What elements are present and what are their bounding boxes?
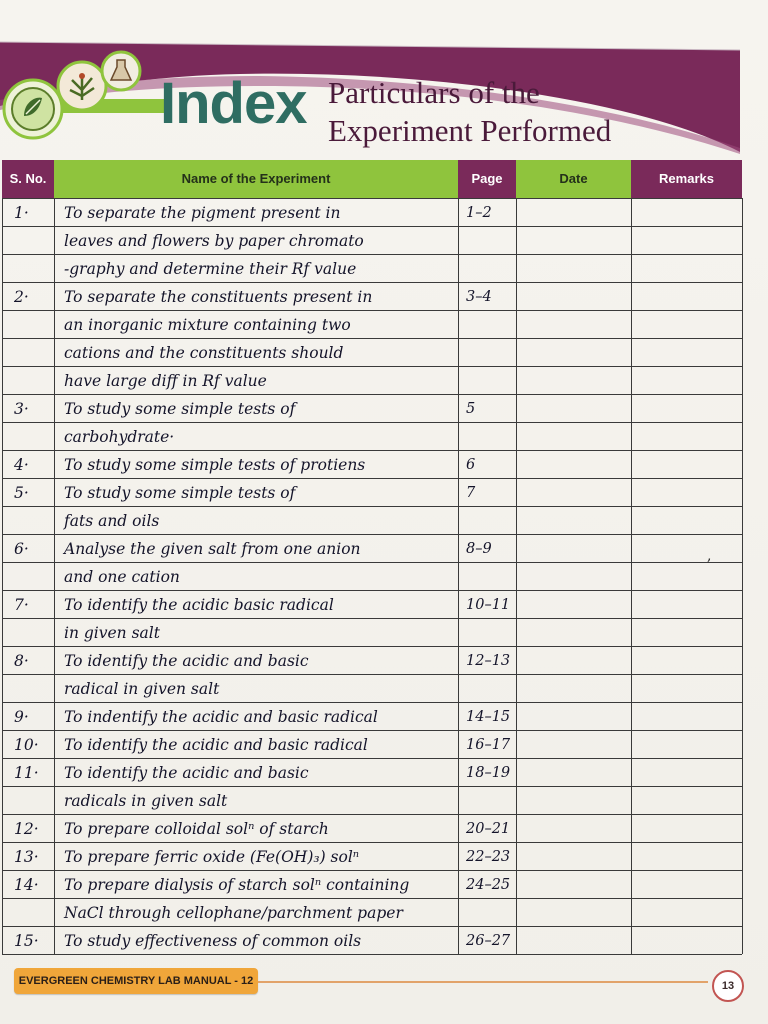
row-remarks-cell <box>631 674 742 702</box>
row-date-cell <box>516 422 631 450</box>
row-experiment-name: radical in given salt <box>64 680 220 698</box>
row-serial-number <box>14 674 54 702</box>
row-remarks-cell <box>631 254 742 282</box>
row-remarks-cell <box>631 730 742 758</box>
row-experiment-name: To identify the acidic and basic <box>64 652 309 670</box>
row-page-range: 6 <box>466 457 476 473</box>
row-serial-number <box>14 618 54 646</box>
row-experiment-name: Analyse the given salt from one anion <box>64 540 361 558</box>
table-row <box>2 618 742 646</box>
row-page-range <box>466 674 516 702</box>
row-serial-number <box>14 254 54 282</box>
row-remarks-cell <box>631 926 742 954</box>
row-date-cell <box>516 926 631 954</box>
row-serial-number: 14· <box>14 876 39 894</box>
row-serial-number: 2· <box>14 288 29 306</box>
row-date-cell <box>516 842 631 870</box>
row-remarks-cell <box>631 618 742 646</box>
row-date-cell <box>516 898 631 926</box>
row-remarks-cell <box>631 338 742 366</box>
table-row <box>2 394 742 422</box>
table-row <box>2 870 742 898</box>
row-remarks-cell <box>631 590 742 618</box>
row-experiment-name: fats and oils <box>64 512 160 530</box>
row-serial-number: 1· <box>14 204 29 222</box>
row-page-range <box>466 786 516 814</box>
row-page-range: 24–25 <box>466 877 511 893</box>
footer-rule <box>258 981 708 983</box>
margin-mark: , <box>707 548 712 564</box>
leaf-emblem-icon <box>2 78 64 140</box>
row-remarks-cell <box>631 366 742 394</box>
table-row <box>2 814 742 842</box>
row-experiment-name: NaCl through cellophane/parchment paper <box>64 904 403 922</box>
row-date-cell <box>516 646 631 674</box>
row-experiment-name: To study some simple tests of <box>64 484 296 502</box>
row-page-range: 12–13 <box>466 653 511 669</box>
row-remarks-cell <box>631 282 742 310</box>
row-serial-number: 11· <box>14 764 39 782</box>
row-remarks-cell <box>631 450 742 478</box>
subtitle-line-1: Particulars of the <box>328 75 540 110</box>
row-remarks-cell <box>631 646 742 674</box>
table-row <box>2 506 742 534</box>
table-row <box>2 842 742 870</box>
table-row <box>2 646 742 674</box>
row-page-range: 14–15 <box>466 709 511 725</box>
row-remarks-cell <box>631 534 742 562</box>
row-remarks-cell <box>631 702 742 730</box>
row-page-range <box>466 254 516 282</box>
table-row <box>2 366 742 394</box>
row-page-range: 3–4 <box>466 289 492 305</box>
row-date-cell <box>516 562 631 590</box>
row-experiment-name: radicals in given salt <box>64 792 228 810</box>
row-date-cell <box>516 870 631 898</box>
row-remarks-cell <box>631 226 742 254</box>
table-row <box>2 758 742 786</box>
row-serial-number <box>14 506 54 534</box>
col-header-date: Date <box>516 160 631 198</box>
row-date-cell <box>516 226 631 254</box>
row-serial-number <box>14 310 54 338</box>
row-serial-number: 15· <box>14 932 39 950</box>
row-date-cell <box>516 674 631 702</box>
row-page-range: 20–21 <box>466 821 511 837</box>
row-remarks-cell <box>631 506 742 534</box>
row-experiment-name: To study some simple tests of <box>64 400 296 418</box>
row-page-range: 10–11 <box>466 597 511 613</box>
row-page-range <box>466 618 516 646</box>
row-experiment-name: in given salt <box>64 624 160 642</box>
row-serial-number: 13· <box>14 848 39 866</box>
row-date-cell <box>516 786 631 814</box>
row-date-cell <box>516 534 631 562</box>
row-experiment-name: To separate the constituents present in <box>64 288 373 306</box>
row-date-cell <box>516 618 631 646</box>
row-date-cell <box>516 590 631 618</box>
row-serial-number <box>14 786 54 814</box>
row-serial-number <box>14 562 54 590</box>
row-page-range <box>466 898 516 926</box>
row-date-cell <box>516 758 631 786</box>
index-subtitle <box>328 74 708 150</box>
table-row <box>2 898 742 926</box>
row-date-cell <box>516 450 631 478</box>
row-date-cell <box>516 478 631 506</box>
row-experiment-name: To prepare dialysis of starch solⁿ containing <box>64 876 410 894</box>
row-date-cell <box>516 366 631 394</box>
table-row <box>2 422 742 450</box>
index-title: Index <box>160 71 307 136</box>
manual-title-tab: EVERGREEN CHEMISTRY LAB MANUAL - 12 <box>14 968 258 994</box>
row-experiment-name: have large diff in Rf value <box>64 372 267 390</box>
table-row <box>2 226 742 254</box>
row-experiment-name: -graphy and determine their Rf value <box>64 260 357 278</box>
col-header-page: Page <box>458 160 516 198</box>
col-header-remarks: Remarks <box>631 160 742 198</box>
row-experiment-name: To prepare ferric oxide (Fe(OH)₃) solⁿ <box>64 848 360 866</box>
row-remarks-cell <box>631 394 742 422</box>
table-row <box>2 590 742 618</box>
row-experiment-name: To identify the acidic and basic <box>64 764 309 782</box>
row-remarks-cell <box>631 842 742 870</box>
table-row <box>2 310 742 338</box>
row-experiment-name: To indentify the acidic and basic radical <box>64 708 378 726</box>
row-date-cell <box>516 814 631 842</box>
row-serial-number <box>14 422 54 450</box>
col-header-sno: S. No. <box>2 160 54 198</box>
table-row <box>2 478 742 506</box>
row-experiment-name: To separate the pigment present in <box>64 204 341 222</box>
row-page-range: 1–2 <box>466 205 492 221</box>
row-page-range: 16–17 <box>466 737 511 753</box>
row-date-cell <box>516 394 631 422</box>
table-row <box>2 198 742 226</box>
row-page-range <box>466 562 516 590</box>
row-remarks-cell <box>631 422 742 450</box>
row-remarks-cell <box>631 310 742 338</box>
row-page-range <box>466 310 516 338</box>
row-remarks-cell <box>631 814 742 842</box>
row-page-range: 22–23 <box>466 849 511 865</box>
row-experiment-name: an inorganic mixture containing two <box>64 316 351 334</box>
row-page-range <box>466 506 516 534</box>
table-row <box>2 338 742 366</box>
row-date-cell <box>516 730 631 758</box>
row-remarks-cell <box>631 870 742 898</box>
table-row <box>2 534 742 562</box>
table-row <box>2 786 742 814</box>
row-remarks-cell <box>631 898 742 926</box>
row-remarks-cell <box>631 786 742 814</box>
row-date-cell <box>516 198 631 226</box>
row-remarks-cell <box>631 198 742 226</box>
row-serial-number: 3· <box>14 400 29 418</box>
table-header <box>2 160 742 198</box>
row-experiment-name: To study some simple tests of protiens <box>64 456 366 474</box>
row-experiment-name: leaves and flowers by paper chromato <box>64 232 364 250</box>
table-row <box>2 702 742 730</box>
page-number-badge: 13 <box>712 970 744 1002</box>
row-serial-number: 4· <box>14 456 29 474</box>
row-serial-number: 12· <box>14 820 39 838</box>
flask-emblem-icon <box>100 50 142 92</box>
row-experiment-name: To identify the acidic and basic radical <box>64 736 368 754</box>
table-row <box>2 674 742 702</box>
row-serial-number: 6· <box>14 540 29 558</box>
row-serial-number: 5· <box>14 484 29 502</box>
row-date-cell <box>516 282 631 310</box>
row-serial-number: 10· <box>14 736 39 754</box>
row-date-cell <box>516 702 631 730</box>
row-page-range: 18–19 <box>466 765 511 781</box>
row-serial-number <box>14 366 54 394</box>
row-experiment-name: To study effectiveness of common oils <box>64 932 362 950</box>
col-header-name: Name of the Experiment <box>54 160 458 198</box>
row-date-cell <box>516 254 631 282</box>
row-serial-number <box>14 898 54 926</box>
row-page-range <box>466 366 516 394</box>
subtitle-line-2: Experiment Performed <box>328 113 612 148</box>
table-row <box>2 282 742 310</box>
row-date-cell <box>516 338 631 366</box>
row-serial-number <box>14 226 54 254</box>
table-row <box>2 562 742 590</box>
table-row <box>2 254 742 282</box>
row-experiment-name: To identify the acidic basic radical <box>64 596 334 614</box>
row-experiment-name: cations and the constituents should <box>64 344 344 362</box>
row-date-cell <box>516 506 631 534</box>
row-date-cell <box>516 310 631 338</box>
row-page-range: 7 <box>466 485 476 501</box>
row-page-range <box>466 338 516 366</box>
row-page-range: 5 <box>466 401 476 417</box>
row-experiment-name: carbohydrate· <box>64 428 175 446</box>
row-page-range <box>466 226 516 254</box>
row-serial-number: 7· <box>14 596 29 614</box>
table-row <box>2 730 742 758</box>
row-page-range: 26–27 <box>466 933 511 949</box>
row-serial-number: 8· <box>14 652 29 670</box>
row-serial-number: 9· <box>14 708 29 726</box>
row-experiment-name: and one cation <box>64 568 180 586</box>
row-experiment-name: To prepare colloidal solⁿ of starch <box>64 820 329 838</box>
row-remarks-cell <box>631 758 742 786</box>
table-row <box>2 926 742 954</box>
row-remarks-cell <box>631 562 742 590</box>
row-page-range <box>466 422 516 450</box>
row-remarks-cell <box>631 478 742 506</box>
table-row <box>2 450 742 478</box>
row-serial-number <box>14 338 54 366</box>
row-page-range: 8–9 <box>466 541 492 557</box>
